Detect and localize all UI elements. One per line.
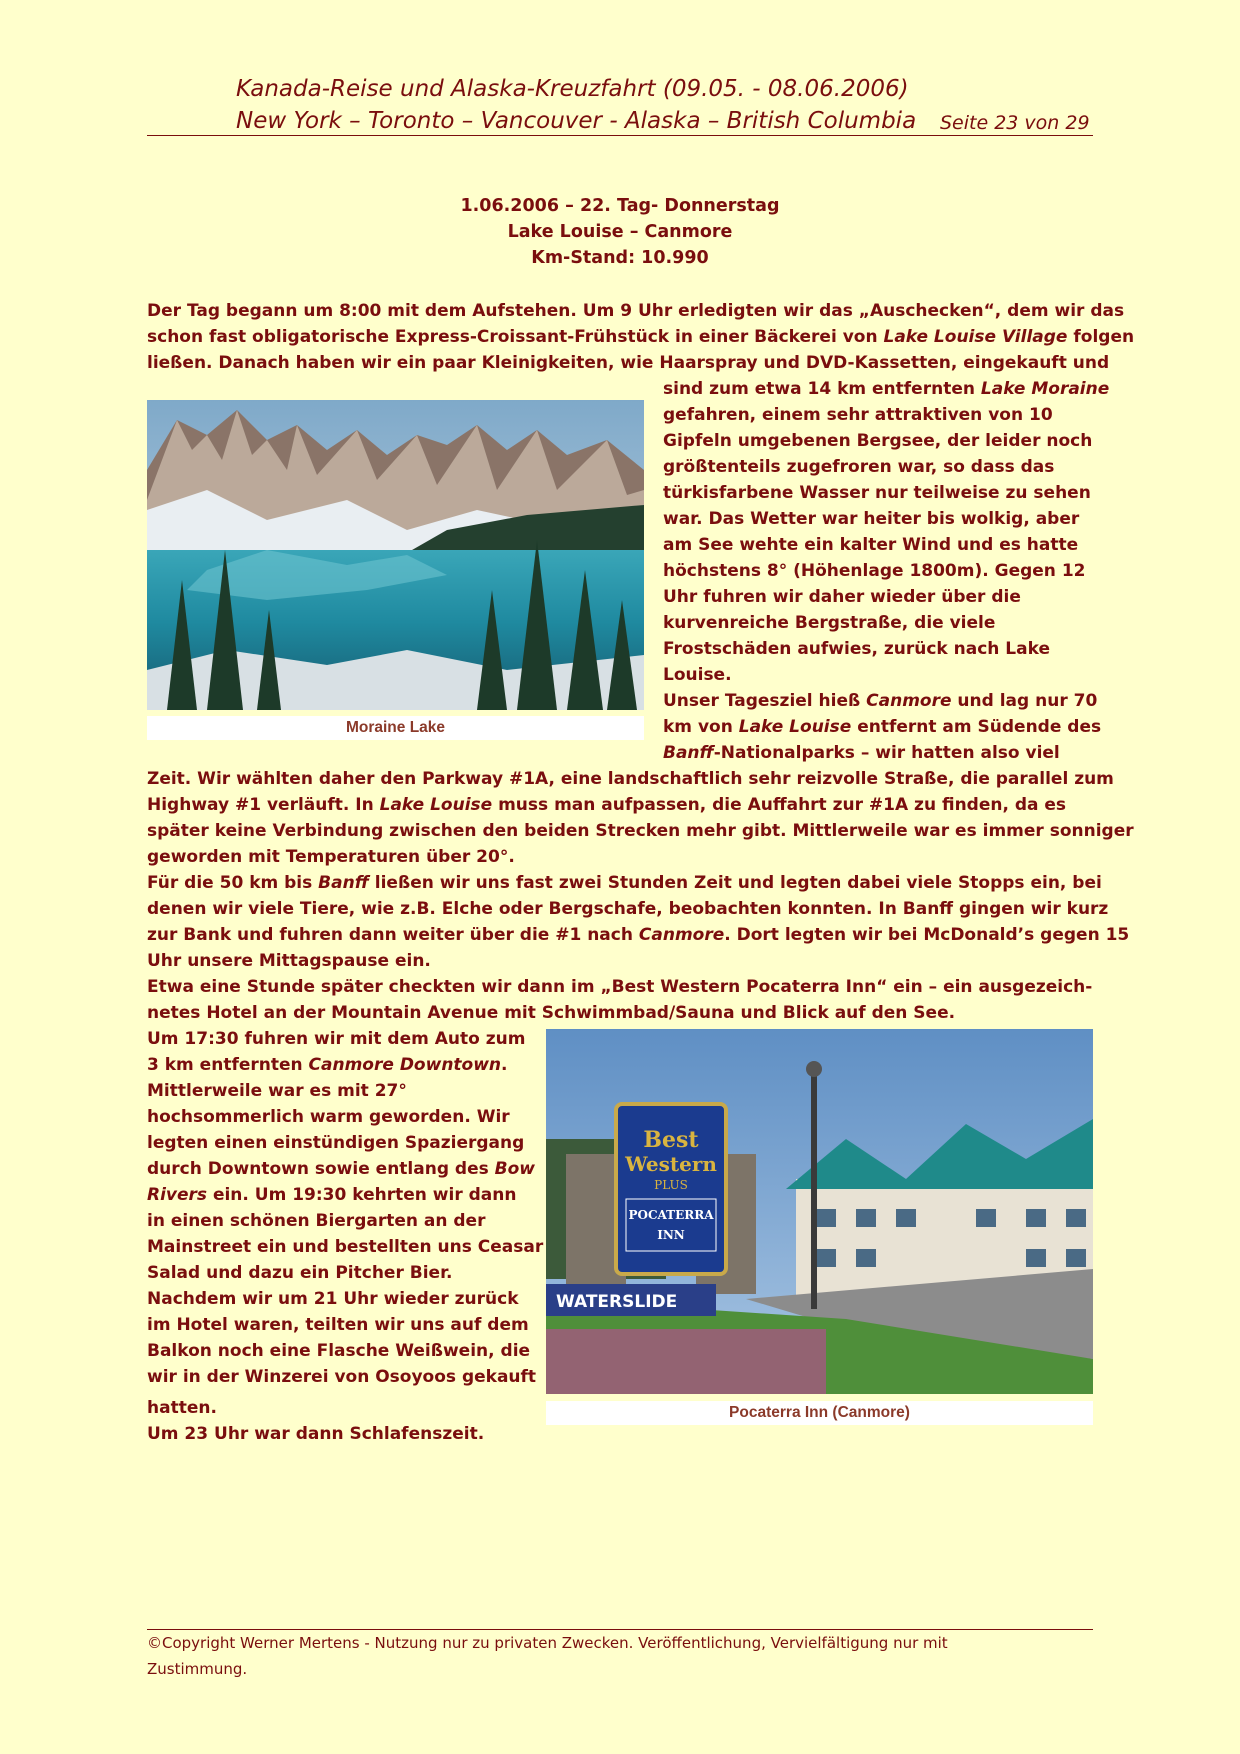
moraine-lake-photo <box>147 400 644 710</box>
text-segment: Zeit. Wir wählten daher den Parkway #1A, eine landschaftlich sehr reizvolle Straße, die parallel zum <box>147 769 1114 789</box>
text-segment: 3 km entfernten <box>147 1055 309 1075</box>
text-segment: muss man aufpassen, die Auffahrt zur #1A zu finden, da es <box>492 795 1067 815</box>
copyright-notice-continued: Zustimmung. <box>147 1660 248 1678</box>
pocaterra-inn-photo <box>546 1029 1093 1394</box>
place-name: Banff <box>318 873 369 893</box>
text-segment: wir in der Winzerei von Osoyoos gekauft <box>147 1367 537 1387</box>
text-segment: Highway #1 verläuft. In <box>147 795 380 815</box>
text-line <box>663 743 1060 763</box>
text-line <box>147 1107 510 1127</box>
text-segment: Mainstreet ein und bestellten uns Ceasar <box>147 1237 544 1257</box>
text-line <box>147 951 431 971</box>
sign-text: WATERSLIDE <box>556 1292 678 1312</box>
text-line <box>147 899 1108 919</box>
text-line <box>147 1029 525 1049</box>
text-line <box>147 1341 530 1361</box>
text-segment: ließen. Danach haben wir ein paar Kleinigkeiten, wie Haarspray und DVD-Kassetten, eingekauft und <box>147 353 1110 373</box>
place-name: Lake Louise <box>738 717 852 737</box>
text-line <box>147 769 1114 789</box>
text-line <box>663 535 1078 555</box>
text-line <box>147 1055 508 1075</box>
text-line <box>147 1237 543 1257</box>
text-line <box>147 327 1134 347</box>
text-line <box>663 665 732 685</box>
text-line <box>663 405 1053 425</box>
text-line <box>147 353 1109 373</box>
text-segment: Mittlerweile war es mit 27° <box>147 1081 407 1101</box>
text-segment: türkisfarbene Wasser nur teilweise zu sehen <box>663 483 1091 503</box>
text-segment: hochsommerlich warm geworden. Wir <box>147 1107 510 1127</box>
page-number: Seite 23 von 29 <box>940 112 1090 134</box>
text-line <box>147 847 515 867</box>
text-line <box>147 977 1092 997</box>
text-segment: im Hotel waren, teilten wir uns auf dem <box>147 1315 529 1335</box>
text-segment: Frostschäden aufwies, zurück nach Lake <box>663 639 1050 659</box>
text-line <box>147 795 1066 815</box>
text-line <box>663 457 1054 477</box>
place-name: Rivers <box>147 1185 208 1205</box>
text-segment: Für die 50 km bis <box>147 873 319 893</box>
day-route-heading: Lake Louise – Canmore <box>507 222 733 242</box>
text-segment: Um 17:30 fuhren wir mit dem Auto zum <box>147 1029 526 1049</box>
text-segment: legten einen einstündigen Spaziergang <box>147 1133 525 1153</box>
text-segment: schon fast obligatorische Express-Croissant-Frühstück in einer Bäckerei von <box>147 327 884 347</box>
text-line <box>147 1133 524 1153</box>
text-segment: sind zum etwa 14 km entfernten <box>663 379 981 399</box>
text-segment: entfernt am Südende des <box>851 717 1102 737</box>
text-segment: folgen <box>1067 327 1135 347</box>
text-line <box>663 587 1021 607</box>
text-segment: netes Hotel an der Mountain Avenue mit Schwimmbad/Sauna und Blick auf den See. <box>147 1003 956 1023</box>
sign-text: Best <box>643 1127 699 1153</box>
text-line <box>663 431 1092 451</box>
text-segment: ein. Um 19:30 kehrten wir dann <box>207 1185 517 1205</box>
place-name: Banff <box>663 743 714 763</box>
text-line <box>147 1315 529 1335</box>
moraine-lake-caption: Moraine Lake <box>147 716 644 740</box>
text-line <box>147 1159 535 1179</box>
text-segment: Uhr unsere Mittagspause ein. <box>147 951 431 971</box>
text-segment: war. Das Wetter war heiter bis wolkig, aber <box>663 509 1080 529</box>
place-name: Lake Moraine <box>980 379 1110 399</box>
text-segment: . Dort legten wir bei McDonald’s gegen 15 <box>724 925 1130 945</box>
text-line <box>147 1003 955 1023</box>
text-segment: Salad und dazu ein Pitcher Bier. <box>147 1263 453 1283</box>
place-name: Canmore Downtown <box>308 1055 502 1075</box>
text-line <box>147 1424 484 1444</box>
text-line <box>147 1367 536 1387</box>
text-line <box>147 873 1102 893</box>
sign-text: INN <box>657 1228 685 1242</box>
text-line <box>147 1398 217 1418</box>
place-name: Canmore <box>866 691 952 711</box>
day-date-heading: 1.06.2006 – 22. Tag- Donnerstag <box>460 196 780 216</box>
sign-text: PLUS <box>654 1178 688 1192</box>
text-line <box>147 1185 516 1205</box>
text-segment: durch Downtown sowie entlang des <box>147 1159 495 1179</box>
place-name: Lake Louise <box>379 795 493 815</box>
text-line <box>663 691 1097 711</box>
text-segment: kurvenreiche Bergstraße, die viele <box>663 613 996 633</box>
text-segment: denen wir viele Tiere, wie z.B. Elche oder Bergschafe, beobachten konnten. In Banff gingen wir kurz <box>147 899 1109 919</box>
text-line <box>663 717 1101 737</box>
footer-rule <box>147 1629 1093 1630</box>
text-line <box>147 1211 485 1231</box>
pocaterra-inn-caption: Pocaterra Inn (Canmore) <box>546 1401 1093 1425</box>
text-segment: Unser Tagesziel hieß <box>663 691 867 711</box>
text-segment: und lag nur 70 <box>951 691 1098 711</box>
text-segment: größtenteils zugefroren war, so dass das <box>663 457 1055 477</box>
text-line <box>663 379 1109 399</box>
text-segment: in einen schönen Biergarten an der <box>147 1211 486 1231</box>
text-segment: höchstens 8° (Höhenlage 1800m). Gegen 12 <box>663 561 1086 581</box>
text-line <box>663 509 1079 529</box>
text-segment: Nachdem wir um 21 Uhr wieder zurück <box>147 1289 519 1309</box>
text-segment: hatten. <box>147 1398 217 1418</box>
text-segment: gefahren, einem sehr attraktiven von 10 <box>663 405 1053 425</box>
text-line <box>147 1081 407 1101</box>
copyright-notice: ©Copyright Werner Mertens - Nutzung nur zu privaten Zwecken. Veröffentlichung, Vervielfältigung nur mit <box>147 1634 948 1652</box>
text-line <box>147 821 1134 841</box>
document-title: Kanada-Reise und Alaska-Kreuzfahrt (09.05. - 08.06.2006) <box>236 76 909 102</box>
text-segment: km von <box>663 717 739 737</box>
text-line <box>663 561 1086 581</box>
header-rule <box>147 135 1093 136</box>
day-km-heading: Km-Stand: 10.990 <box>531 248 709 268</box>
text-segment: am See wehte ein kalter Wind und es hatte <box>663 535 1079 555</box>
text-line <box>663 483 1091 503</box>
text-segment: -Nationalparks – wir hatten also viel <box>713 743 1060 763</box>
place-name: Canmore <box>638 925 725 945</box>
text-segment: Balkon noch eine Flasche Weißwein, die <box>147 1341 531 1361</box>
text-segment: später keine Verbindung zwischen den beiden Strecken mehr gibt. Mittlerweile war es immer sonniger <box>147 821 1134 841</box>
place-name: Bow <box>494 1159 535 1179</box>
text-segment: ließen wir uns fast zwei Stunden Zeit und legten dabei viele Stopps ein, bei <box>368 873 1102 893</box>
sign-text: Western <box>625 1152 717 1176</box>
text-line <box>147 301 1124 321</box>
text-line <box>147 1263 453 1283</box>
text-line <box>147 925 1129 945</box>
route-title: New York – Toronto – Vancouver - Alaska – British Columbia <box>236 108 917 134</box>
text-segment: zur Bank und fuhren dann weiter über die #1 nach <box>147 925 639 945</box>
text-segment: . <box>501 1055 508 1075</box>
text-line <box>663 613 995 633</box>
text-segment: geworden mit Temperaturen über 20°. <box>147 847 515 867</box>
text-segment: Um 23 Uhr war dann Schlafenszeit. <box>147 1424 485 1444</box>
text-line <box>663 639 1050 659</box>
text-segment: Der Tag begann um 8:00 mit dem Aufstehen. Um 9 Uhr erledigten wir das „Auschecken“, dem wir das <box>147 301 1125 321</box>
text-segment: Louise. <box>663 665 732 685</box>
text-segment: Etwa eine Stunde später checkten wir dann im „Best Western Pocaterra Inn“ ein – ein ausgezeich- <box>147 977 1093 997</box>
place-name: Lake Louise Village <box>883 327 1068 347</box>
text-segment: Uhr fuhren wir daher wieder über die <box>663 587 1021 607</box>
text-segment: Gipfeln umgebenen Bergsee, der leider noch <box>663 431 1093 451</box>
text-line <box>147 1289 519 1309</box>
sign-text: POCATERRA <box>628 1208 714 1222</box>
